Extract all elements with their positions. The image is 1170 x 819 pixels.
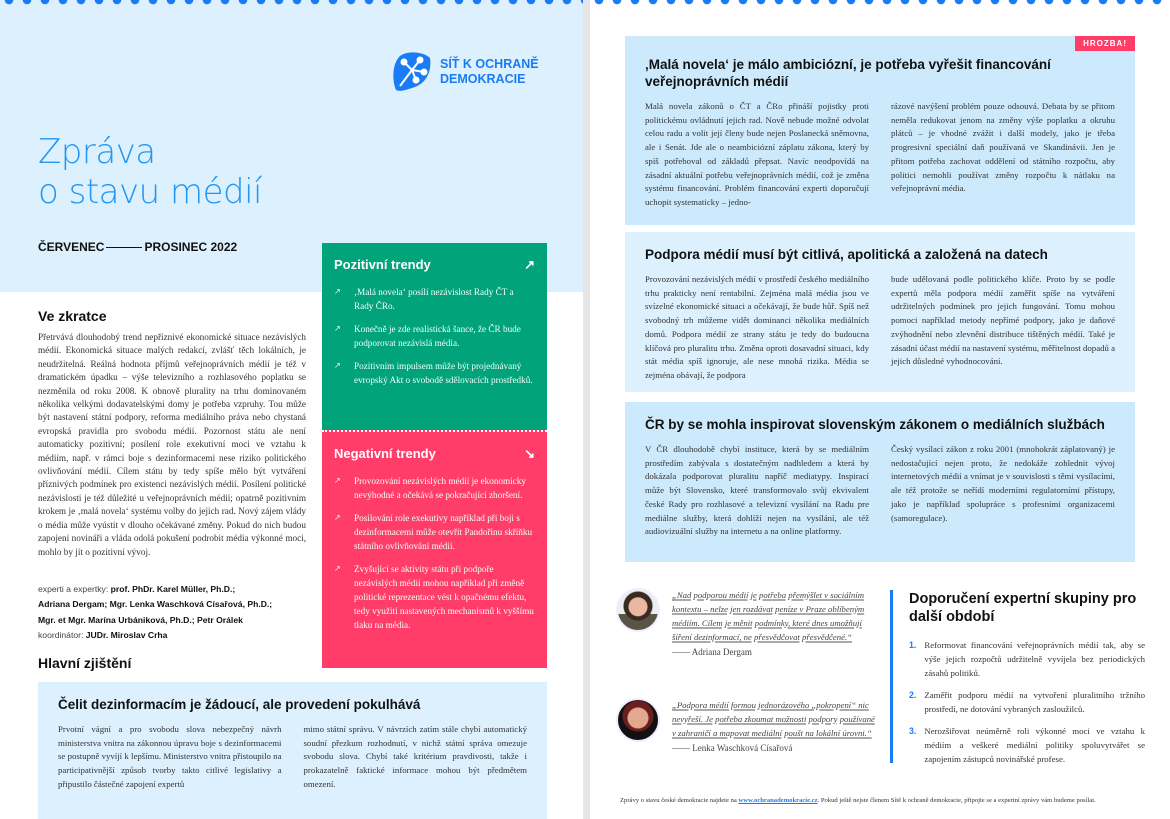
page-title (38, 132, 262, 212)
item-number: 3. (909, 726, 917, 736)
coordinator-name: JUDr. Miroslav Crha (85, 630, 168, 641)
website-link[interactable]: www.ochranademokracie.cz (738, 797, 818, 804)
box-col1: Provozování nezávislých médií v prostředí českého mediálního trhu prakticky není rentabilní. Zejména malá média jsou ve svízelné ekonomické situaci a očekávají, že bude hůř. Spíš než svobodný trh můžeme vidět dominanci několika mediálních domů. Podpora médií ze strany státu je tedy do budoucna klíčová pro pluralitu trhu. Změna oproti dosavadní situaci, kdy stát média spíš ignoruje, ale nese mnohá rizika. Média se zejména obávají, že podpora (645, 274, 869, 380)
arrow-up-right-icon: ↗ (524, 257, 535, 272)
period-to: PROSINEC 2022 (144, 240, 238, 254)
experts-names: Mgr. et Mgr. Marína Urbániková, Ph.D.; Petr Orálek (38, 614, 243, 625)
title-line2: o stavu médií (38, 172, 262, 212)
quote (616, 698, 878, 753)
box-media-support (625, 232, 1135, 392)
bullet-arrow-icon: ↗ (334, 513, 341, 522)
recommendations-heading: Doporučení expertní skupiny pro další období (909, 591, 1137, 625)
avatar-lenka-waschkova-cisarova (616, 698, 660, 742)
experts-names: prof. PhDr. Karel Müller, Ph.D.; (110, 584, 236, 594)
box-col2: bude udělovaná podle politického klíče. Proto by se podle expertů měla podpora médií zaměřit spíše na vytváření udržitelných podmínek pro jejich fungování. Tomu mohou pomoci například metody nepřímé podpory, jako je daňové zvýhodnění nebo zlevnění distribuce tištěných médií. Také je zásadní účast médií na nastavení systému, měřitelnost dopadů a jejich důsledné vyhodnocování. (891, 274, 1116, 367)
experts (38, 582, 318, 644)
negative-heading: Negativní trendy (334, 446, 436, 461)
quote (616, 588, 878, 657)
finding-disinformation (38, 682, 547, 819)
avatar-adriana-dergam (616, 588, 660, 632)
item-text: Posilování role exekutivy například při boji s dezinformacemi může otevřít Pandořinu skříňku státního ovlivňování médií. (354, 513, 533, 551)
list-item (334, 285, 535, 313)
experts-names: Adriana Dergam; Mgr. Lenka Waschková Císařová, Ph.D.; (38, 599, 273, 610)
bullet-arrow-icon: ↗ (334, 476, 341, 485)
left-page (0, 0, 583, 819)
finding-col1: Prvotní vágní a pro svobodu slova nebezpečný návrh ministerstva vnitra na zákonnou úpravu boje s dezinformacemi se postupně vyvíjí k lepšímu. Ministerstvo vnitra přistoupilo na participativnější způsob tvorby takto citlivé legislativy a připustilo částečné zapojení expertů (58, 724, 282, 789)
negative-trends (322, 430, 547, 668)
item-text: Provozování nezávislých médií je ekonomicky nevýhodné a očekává se pokračující zhoršení. (354, 476, 526, 500)
quote-author: —— Lenka Waschková Císařová (672, 743, 793, 753)
threat-badge: HROZBA! (1075, 36, 1135, 51)
dotted-border (590, 0, 1170, 6)
item-text: Zvyšující se aktivity státu při podpoře nezávislých médií mohou například při změně politické reprezentace vést k opačnému efektu, tedy využití nastavených mechanismů k vyššímu tlaku na média. (354, 564, 534, 630)
box-slovak-law (625, 402, 1135, 562)
quote-text: „Podpora médií formou jednorázového „pokropení“ nic nevyřeší. Je potřeba zkoumat možnosti podpory používané v zahraničí a mapovat mediální poušt na lokální úrovni.“ (672, 700, 875, 738)
footer-text: . Pokud ještě nejste členem Sítě k ochraně demokracie, připojte se a expertní zprávy vám budeme posílat. (817, 797, 1096, 804)
list-item (334, 474, 535, 502)
right-page (590, 0, 1170, 819)
list-item (909, 638, 1145, 680)
item-number: 2. (909, 690, 917, 700)
bullet-arrow-icon: ↗ (334, 361, 341, 370)
box-col2: rázové navýšení problém pouze odsouvá. Debata by se přitom neměla redukovat jenom na změny výše poplatku a okruhu plátců – je vhodné zvážit i další modely, jako je třeba progresivní speciální daň používaná ve Skandinávii. Jen je přitom potřeba zachovat oddělení od státního rozpočtu, aby politici nemohli používat změny rozpočtu k nátlaku na veřejnoprávní média. (891, 101, 1115, 194)
list-item (334, 511, 535, 553)
item-number: 1. (909, 640, 917, 650)
logo-icon (390, 50, 432, 94)
list-item (909, 688, 1145, 716)
item-text: ‚Malá novela‘ posílí nezávislost Rady ČT a Rady ČRo. (354, 287, 514, 311)
list-item (909, 724, 1145, 766)
logo-line2: DEMOKRACIE (440, 72, 526, 86)
bullet-arrow-icon: ↗ (334, 287, 341, 296)
logo-line1: SÍŤ K OCHRANĚ (440, 57, 539, 71)
item-text: Zaměřit podporu médií na vytvoření pluralitního tržního prostředí, ne dotování vybraných zasloužilců. (924, 690, 1145, 714)
period-from: ČERVENEC (38, 240, 105, 254)
list-item (334, 322, 535, 350)
logo (390, 50, 539, 94)
list-item (334, 562, 535, 632)
positive-heading: Pozitivní trendy (334, 257, 431, 272)
box-heading: ČR by se mohla inspirovat slovenským zákonem o mediálních službách (645, 417, 1105, 432)
item-text: Reformovat financování veřejnoprávních médií tak, aby se výše jejich rozpočtů udržitelně vyvíjela bez periodických zásahů politiků. (924, 640, 1145, 678)
box-heading: ‚Malá novela‘ je málo ambiciózní, je potřeba vyřešit financování veřejnoprávních médií (645, 57, 1051, 89)
item-text: Nerozšiřovat neúměrně roli výkonné moci ve vztahu k médiím a veškeré mediální politiky spoluvytvářet se zapojením zástupců novinářské profese. (924, 726, 1145, 764)
arrow-down-right-icon: ↘ (524, 446, 535, 461)
footer (620, 797, 1160, 804)
experts-label: experti a expertky: (38, 584, 109, 594)
box-col2: Český vysílací zákon z roku 2001 (mnohokrát záplatovaný) je nedostačující nejen proto, že nedokáže zohlednit vývoj internetových médií a vnímat je v souvislosti s těmi vysílacími, ale též protože se neřídí moderními regulatorními přístupy, jako je například spolupráce s profesními organizacemi (samoregulace). (891, 444, 1115, 523)
coordinator-label: koordinátor: (38, 630, 84, 641)
box-small-amendment (625, 36, 1135, 225)
item-text: Konečně je zde realistická šance, že ČR bude podporovat nezávislá média. (354, 324, 521, 348)
quote-text: „Nad podporou médií je potřeba přemýšlet v sociálním kontextu – nelze jen rozdávat peníze v Praze oblíbeným médiím. Cílem je měnit podmínky, které dnes umožňují šíření dezinformací, ne přesvědčovat přesvědčené.“ (672, 590, 865, 642)
box-heading: Podpora médií musí být citlivá, apolitická a založená na datech (645, 247, 1048, 262)
findings-heading: Hlavní zjištění (38, 655, 132, 671)
box-col1: Malá novela zákonů o ČT a ČRo přináší pojistky proti politickému ovládnutí jejich rad. Nově nebude možné odvolat celou radu a volit její členy bude nejen Poslanecká sněmovna, ale i Senát. Jde ale o neambiciózní záplatu zákona, který by spíš potřeboval od základů přepsat. Navíc neodpovídá na zásadní aktuální potřebu veřejnoprávních médií, což je změna systému financování. Problém financování experti doporučují uchopit systematicky – jedno- (645, 101, 869, 207)
box-col1: V ČR dlouhodobě chybí instituce, která by se mediálním prostředím zabývala s dostatečným nadhledem a která by dokázala podporovat pluralitu napříč mediatypy. Inspirací může být Slovensko, které transformovalo svůj ekvivalent české Rady pro rozhlasové a televizní vysílání na Radu pre mediálne služby, která dohlíží nejen na vysílání, ale též audiovizuální služby na internetu a na online platformy. (645, 444, 869, 537)
footer-text: Zprávy o stavu české demokracie najdete na (620, 797, 739, 804)
title-line1: Zpráva (38, 132, 156, 172)
dotted-border (0, 0, 583, 6)
bullet-arrow-icon: ↗ (334, 324, 341, 333)
quote-author: —— Adriana Dergam (672, 647, 752, 657)
finding-col2: mimo státní správu. V návrzích zatím stále chybí automatický soudní přezkum rozhodnutí, v nichž státní správa omezuje svobodu slova. Chybí také kritérium pravdivosti, takže i prokazatelně faktické informace mohou být předmětem omezení. (303, 724, 527, 789)
summary-heading: Ve zkratce (38, 308, 107, 324)
bullet-arrow-icon: ↗ (334, 564, 341, 573)
finding-heading: Čelit dezinformacím je žádoucí, ale provedení pokulhává (58, 697, 421, 712)
summary-text: Přetrvává dlouhodobý trend nepříznivé ekonomické situace nezávislých médií. Ekonomická situace malých redakcí, zvlášť těch lokálních, je neudržitelná. Reálná hodnota příjmů veřejnoprávních médií je též v dramatickém úpadku – výše televizního a rozhlasového poplatku se nezměnila od roku 2008. K obnově plurality na trhu dominovaném několika velkými dodavatelskými domy je potřeba vzpruhy. Tou může být nastavení státní podpory, reforma mediálního práva nebo chystaná evropská pravidla pro svobodu médií. Pozornost státu ale není automaticky pozitivní; posílení role exekutivní moci ve vztahu k médiím, např. v rámci boje s dezinformacemi nese riziko politického ovlivňování médií. Cílem státu by tedy spíše mělo být vytváření příznivých podmínek pro existenci nezávislých médií. Posílení politické nezávislosti je též důležité u veřejnoprávních médií; opatrně pozitivním krokem je ‚malá novela‘ systému volby do jejich rad. Nový zájem vlády o média může vyústit v dlouho očekávané změny. Pokud do nich budou zapojení novináři a vláda odolá pokušení podrobit média výkonné moci, mohlo by jít o pozitivní vývoj. (38, 332, 306, 557)
positive-trends (322, 243, 547, 431)
recommendations (890, 590, 1145, 763)
list-item (334, 359, 535, 387)
item-text: Pozitivním impulsem může být projednávaný evropský Akt o svobodě sdělovacích prostředků. (354, 361, 533, 385)
report-period (38, 240, 237, 254)
